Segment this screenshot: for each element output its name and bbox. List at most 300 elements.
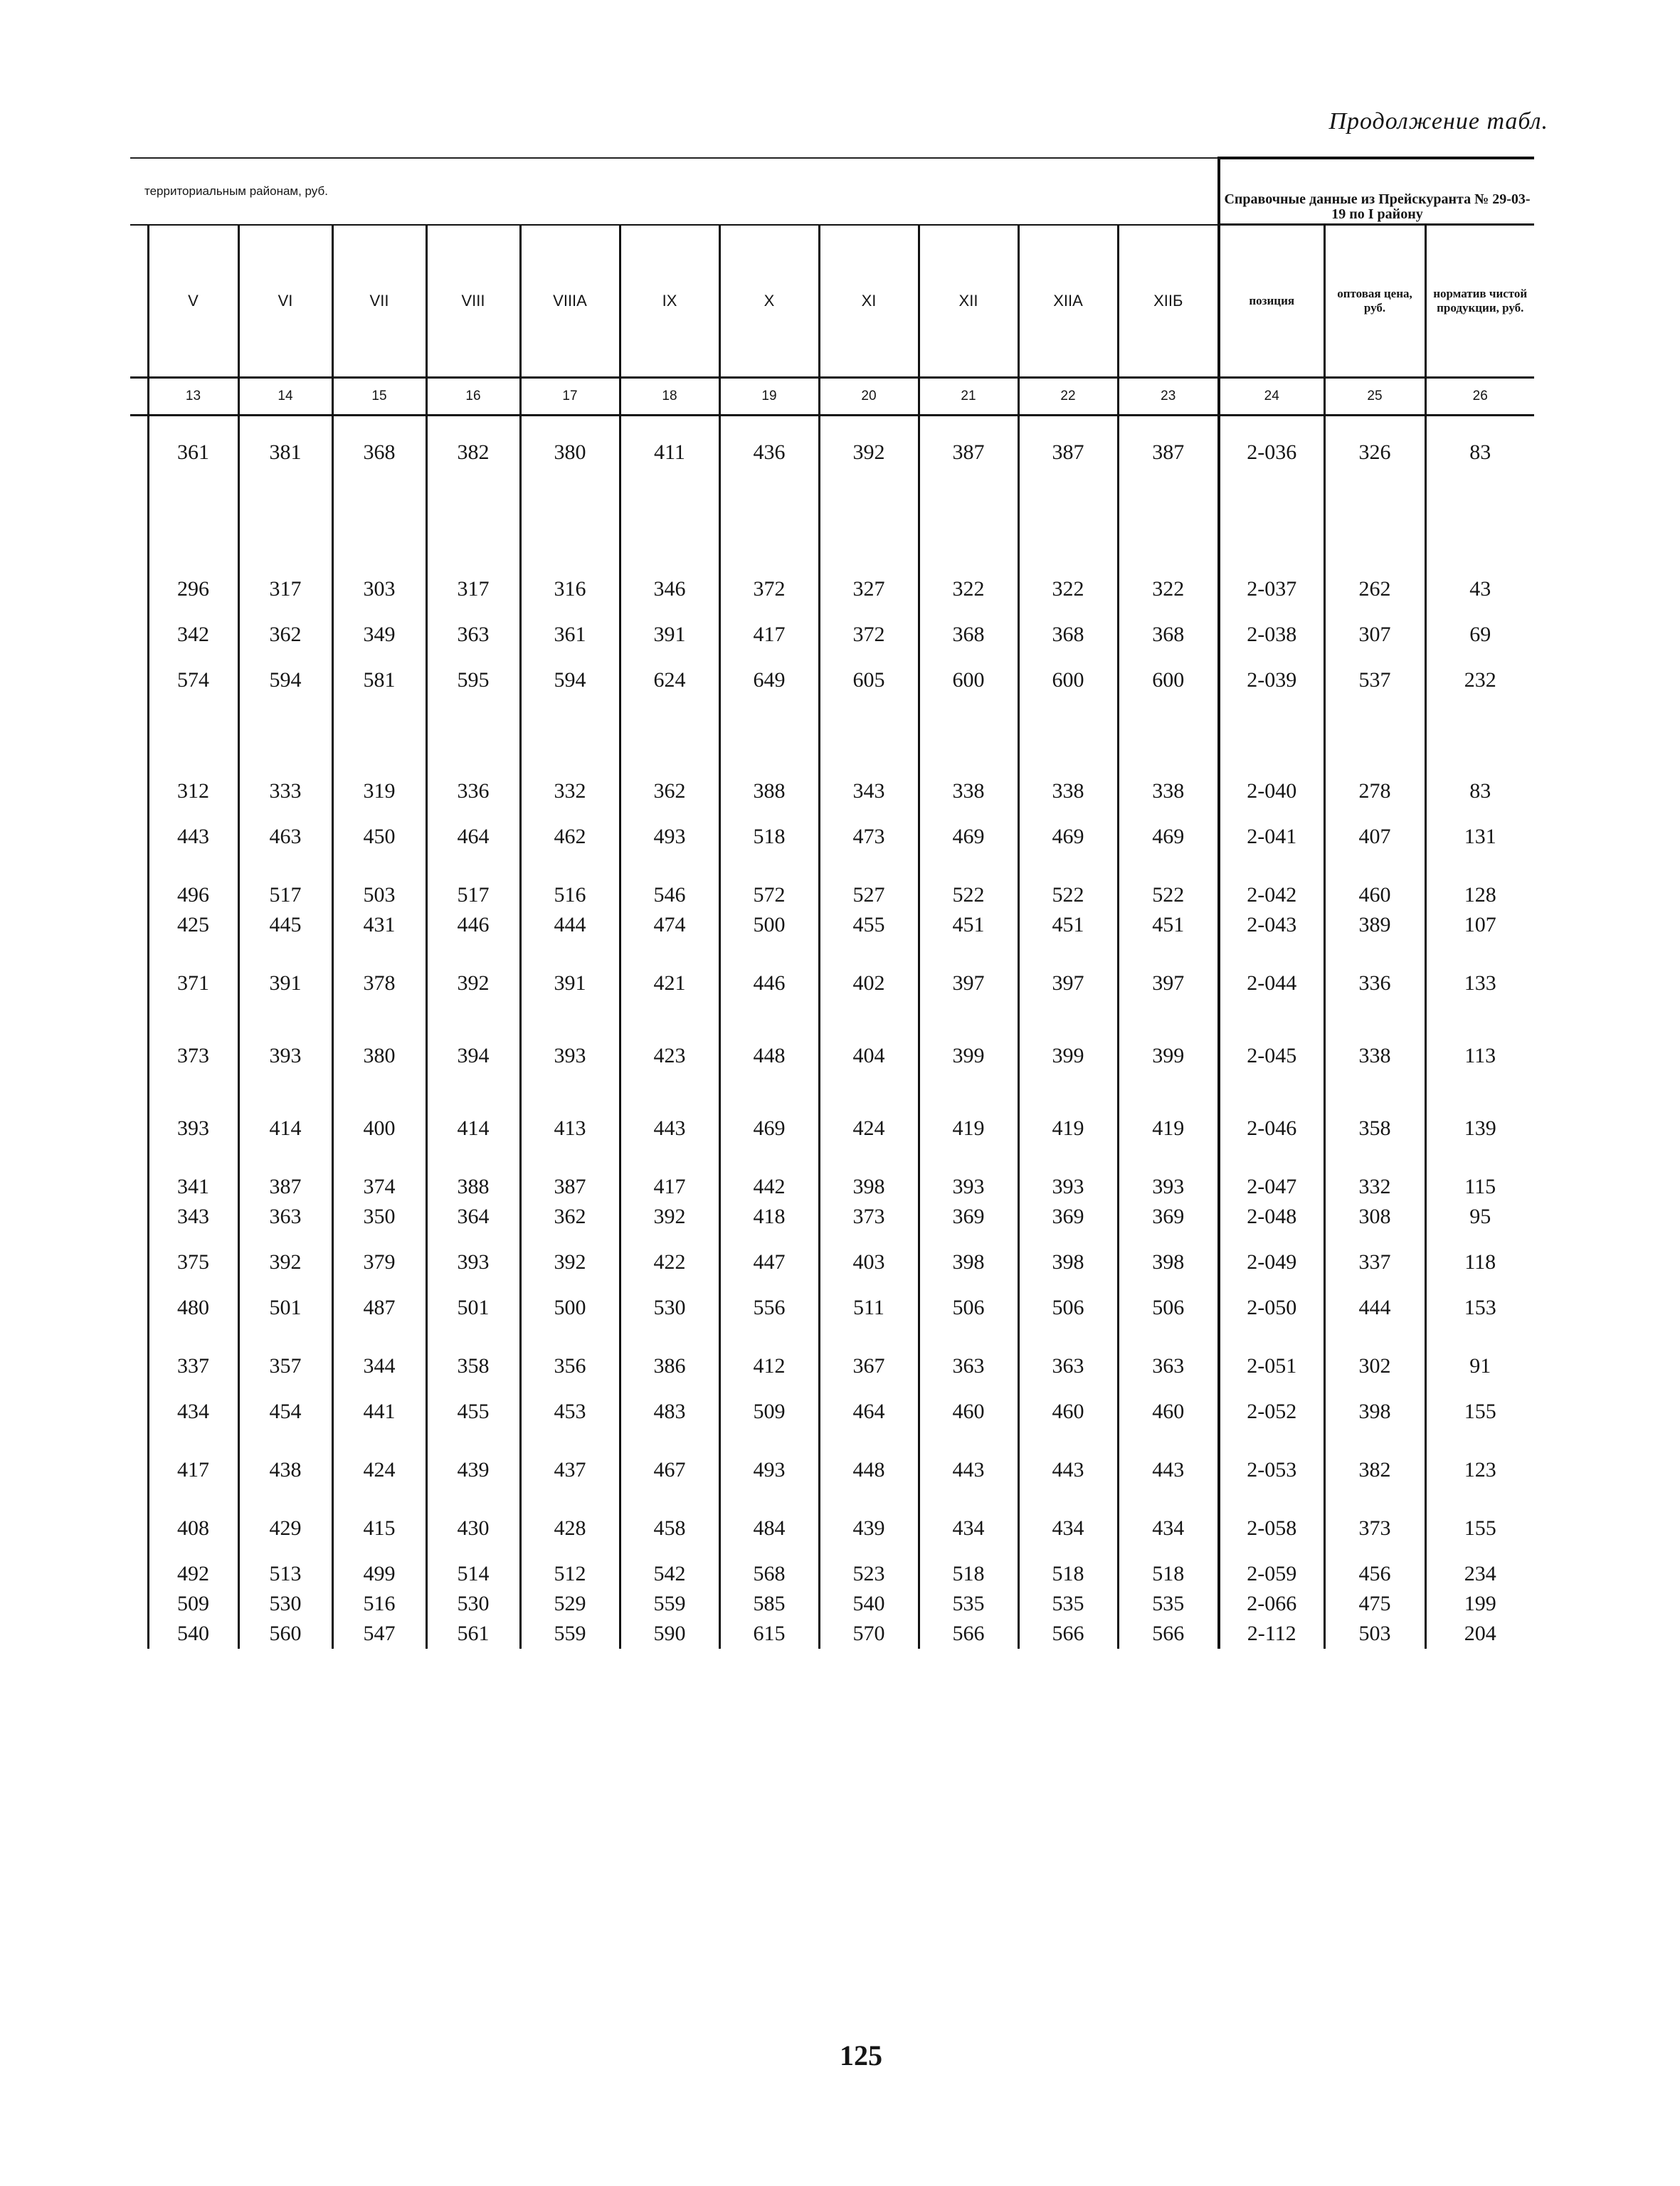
gap-cell <box>238 695 332 776</box>
gap-cell <box>620 604 719 620</box>
table-cell: 363 <box>1118 1351 1219 1381</box>
table-cell: 302 <box>1324 1351 1425 1381</box>
table-cell: 393 <box>148 1114 238 1144</box>
table-cell: 527 <box>819 880 919 910</box>
gap-cell <box>520 940 620 968</box>
reference-header-2: норматив чистой продукции, руб. <box>1425 225 1534 378</box>
gap-cell <box>148 650 238 665</box>
gap-cell <box>332 1543 426 1559</box>
table-cell: 337 <box>148 1351 238 1381</box>
row-gap <box>130 1277 1534 1293</box>
gap-cell <box>1425 806 1534 822</box>
gap-cell <box>1425 1427 1534 1455</box>
row-lead <box>130 574 148 604</box>
table-cell: 434 <box>1118 1514 1219 1543</box>
gap-cell <box>620 940 719 968</box>
column-number: 23 <box>1118 377 1219 415</box>
row-gap <box>130 650 1534 665</box>
gap-cell <box>919 1144 1018 1172</box>
table-cell: 615 <box>719 1619 819 1649</box>
table-cell: 417 <box>148 1455 238 1485</box>
table-cell: 356 <box>520 1351 620 1381</box>
table-cell: 341 <box>148 1172 238 1202</box>
gap-cell <box>520 1485 620 1514</box>
gap-lead <box>130 1427 148 1455</box>
table-cell: 362 <box>238 620 332 650</box>
gap-cell <box>332 852 426 880</box>
table-cell: 2-040 <box>1219 776 1324 806</box>
table-cell: 2-047 <box>1219 1172 1324 1202</box>
table-cell: 262 <box>1324 574 1425 604</box>
gap-cell <box>426 415 520 438</box>
table-cell: 417 <box>719 620 819 650</box>
district-header-1: VI <box>238 225 332 378</box>
table-cell: 393 <box>520 1041 620 1071</box>
gap-cell <box>620 806 719 822</box>
table-cell: 350 <box>332 1202 426 1232</box>
table-cell: 322 <box>1018 574 1118 604</box>
gap-cell <box>520 1427 620 1455</box>
table-cell: 131 <box>1425 822 1534 852</box>
table-cell: 419 <box>1118 1114 1219 1144</box>
table-cell: 2-052 <box>1219 1397 1324 1427</box>
table-cell: 503 <box>1324 1619 1425 1649</box>
gap-cell <box>148 1071 238 1114</box>
gap-cell <box>426 1323 520 1351</box>
gap-cell <box>1219 468 1324 574</box>
gap-cell <box>238 1427 332 1455</box>
gap-cell <box>1219 852 1324 880</box>
gap-cell <box>148 1144 238 1172</box>
table-cell: 451 <box>919 910 1018 940</box>
gap-cell <box>1425 604 1534 620</box>
gap-cell <box>1324 1071 1425 1114</box>
gap-cell <box>1425 650 1534 665</box>
table-cell: 568 <box>719 1559 819 1589</box>
gap-cell <box>520 695 620 776</box>
table-cell: 444 <box>520 910 620 940</box>
gap-cell <box>148 1543 238 1559</box>
table-cell: 443 <box>919 1455 1018 1485</box>
table-cell: 514 <box>426 1559 520 1589</box>
gap-cell <box>819 468 919 574</box>
table-cell: 363 <box>919 1351 1018 1381</box>
table-cell: 530 <box>620 1293 719 1323</box>
table-cell: 69 <box>1425 620 1534 650</box>
reference-header-1: оптовая цена, руб. <box>1324 225 1425 378</box>
column-number: 26 <box>1425 377 1534 415</box>
district-header-10: XIIБ <box>1118 225 1219 378</box>
gap-cell <box>1018 806 1118 822</box>
table-cell: 155 <box>1425 1397 1534 1427</box>
table-cell: 537 <box>1324 665 1425 695</box>
gap-cell <box>332 1427 426 1455</box>
column-number: 20 <box>819 377 919 415</box>
table-cell: 336 <box>1324 968 1425 998</box>
gap-cell <box>148 604 238 620</box>
table-cell: 369 <box>1018 1202 1118 1232</box>
table-cell: 439 <box>426 1455 520 1485</box>
table-cell: 338 <box>919 776 1018 806</box>
table-cell: 492 <box>148 1559 238 1589</box>
header-group-row <box>130 158 1534 225</box>
gap-cell <box>426 1144 520 1172</box>
gap-cell <box>1018 852 1118 880</box>
gap-cell <box>426 1277 520 1293</box>
table-cell: 518 <box>919 1559 1018 1589</box>
table-cell: 2-044 <box>1219 968 1324 998</box>
table-cell: 463 <box>238 822 332 852</box>
table-cell: 595 <box>426 665 520 695</box>
row-gap <box>130 998 1534 1041</box>
table-cell: 464 <box>819 1397 919 1427</box>
table-cell: 506 <box>1018 1293 1118 1323</box>
table-cell: 387 <box>919 438 1018 468</box>
gap-cell <box>1118 1144 1219 1172</box>
table-row <box>130 1514 1534 1543</box>
gap-lead <box>130 1232 148 1247</box>
table-cell: 574 <box>148 665 238 695</box>
table-cell: 2-046 <box>1219 1114 1324 1144</box>
gap-cell <box>719 940 819 968</box>
gap-cell <box>332 1323 426 1351</box>
gap-lead <box>130 415 148 438</box>
table-cell: 483 <box>620 1397 719 1427</box>
gap-lead <box>130 468 148 574</box>
table-cell: 399 <box>1018 1041 1118 1071</box>
gap-cell <box>1219 1543 1324 1559</box>
table-cell: 445 <box>238 910 332 940</box>
column-number-lead <box>130 377 148 415</box>
table-cell: 2-041 <box>1219 822 1324 852</box>
gap-cell <box>719 1543 819 1559</box>
row-gap <box>130 852 1534 880</box>
table-cell: 464 <box>426 822 520 852</box>
gap-cell <box>520 1071 620 1114</box>
table-cell: 358 <box>426 1351 520 1381</box>
gap-cell <box>919 1232 1018 1247</box>
gap-cell <box>819 415 919 438</box>
gap-cell <box>520 1144 620 1172</box>
gap-cell <box>1425 940 1534 968</box>
table-row <box>130 438 1534 468</box>
table-cell: 398 <box>919 1247 1018 1277</box>
gap-cell <box>238 1277 332 1293</box>
table-row <box>130 1172 1534 1202</box>
table-cell: 2-048 <box>1219 1202 1324 1232</box>
gap-cell <box>1118 1232 1219 1247</box>
gap-cell <box>1118 1323 1219 1351</box>
table-cell: 322 <box>919 574 1018 604</box>
table-cell: 346 <box>620 574 719 604</box>
row-gap <box>130 1485 1534 1514</box>
gap-cell <box>520 650 620 665</box>
gap-cell <box>1324 1144 1425 1172</box>
price-table <box>130 157 1534 1649</box>
table-cell: 133 <box>1425 968 1534 998</box>
table-cell: 530 <box>426 1589 520 1619</box>
gap-cell <box>426 806 520 822</box>
table-cell: 518 <box>1018 1559 1118 1589</box>
gap-cell <box>1425 1144 1534 1172</box>
table-cell: 600 <box>919 665 1018 695</box>
gap-cell <box>1219 1232 1324 1247</box>
table-cell: 414 <box>238 1114 332 1144</box>
gap-cell <box>332 1277 426 1293</box>
table-cell: 357 <box>238 1351 332 1381</box>
table-cell: 382 <box>1324 1455 1425 1485</box>
table-row <box>130 910 1534 940</box>
table-cell: 542 <box>620 1559 719 1589</box>
gap-cell <box>1118 940 1219 968</box>
table-cell: 387 <box>520 1172 620 1202</box>
gap-cell <box>520 1323 620 1351</box>
table-cell: 434 <box>919 1514 1018 1543</box>
table-cell: 368 <box>332 438 426 468</box>
table-cell: 369 <box>1118 1202 1219 1232</box>
table-row <box>130 776 1534 806</box>
row-lead <box>130 1293 148 1323</box>
gap-cell <box>819 1485 919 1514</box>
gap-cell <box>1118 1427 1219 1455</box>
row-gap <box>130 468 1534 574</box>
table-cell: 83 <box>1425 438 1534 468</box>
gap-cell <box>1324 415 1425 438</box>
table-cell: 600 <box>1118 665 1219 695</box>
table-cell: 535 <box>1118 1589 1219 1619</box>
table-cell: 566 <box>919 1619 1018 1649</box>
gap-cell <box>919 806 1018 822</box>
table-cell: 204 <box>1425 1619 1534 1649</box>
gap-cell <box>238 415 332 438</box>
district-header-9: XIIA <box>1018 225 1118 378</box>
gap-cell <box>520 415 620 438</box>
table-cell: 469 <box>719 1114 819 1144</box>
gap-cell <box>819 1381 919 1397</box>
gap-cell <box>426 1485 520 1514</box>
table-row <box>130 1397 1534 1427</box>
table-cell: 361 <box>520 620 620 650</box>
district-header-4: VIIIA <box>520 225 620 378</box>
table-cell: 380 <box>332 1041 426 1071</box>
gap-cell <box>819 1427 919 1455</box>
table-cell: 349 <box>332 620 426 650</box>
column-number: 14 <box>238 377 332 415</box>
gap-cell <box>1425 415 1534 438</box>
gap-cell <box>1118 604 1219 620</box>
gap-cell <box>1118 1485 1219 1514</box>
gap-cell <box>1118 1277 1219 1293</box>
table-cell: 417 <box>620 1172 719 1202</box>
table-row <box>130 1202 1534 1232</box>
reference-header-0: позиция <box>1219 225 1324 378</box>
row-gap <box>130 1381 1534 1397</box>
table-cell: 454 <box>238 1397 332 1427</box>
table-cell: 123 <box>1425 1455 1534 1485</box>
gap-cell <box>148 1427 238 1455</box>
table-cell: 594 <box>238 665 332 695</box>
gap-lead <box>130 1144 148 1172</box>
gap-cell <box>1425 1277 1534 1293</box>
gap-cell <box>919 998 1018 1041</box>
row-gap <box>130 1323 1534 1351</box>
header-territorial-districts: территориальным районам, руб. <box>130 158 1219 225</box>
gap-cell <box>620 415 719 438</box>
gap-cell <box>819 1232 919 1247</box>
gap-cell <box>620 1144 719 1172</box>
gap-cell <box>238 1323 332 1351</box>
gap-cell <box>819 650 919 665</box>
table-cell: 439 <box>819 1514 919 1543</box>
district-header-0: V <box>148 225 238 378</box>
gap-cell <box>148 1485 238 1514</box>
table-cell: 368 <box>1018 620 1118 650</box>
table-cell: 556 <box>719 1293 819 1323</box>
gap-cell <box>426 852 520 880</box>
table-cell: 487 <box>332 1293 426 1323</box>
gap-cell <box>1219 940 1324 968</box>
table-cell: 540 <box>819 1589 919 1619</box>
table-cell: 2-043 <box>1219 910 1324 940</box>
gap-cell <box>426 1381 520 1397</box>
table-cell: 308 <box>1324 1202 1425 1232</box>
table-cell: 511 <box>819 1293 919 1323</box>
table-cell: 391 <box>520 968 620 998</box>
gap-cell <box>620 852 719 880</box>
gap-cell <box>1425 1232 1534 1247</box>
gap-cell <box>148 695 238 776</box>
gap-cell <box>919 695 1018 776</box>
row-lead <box>130 438 148 468</box>
gap-cell <box>1425 1071 1534 1114</box>
table-row <box>130 1293 1534 1323</box>
gap-cell <box>426 604 520 620</box>
table-cell: 424 <box>819 1114 919 1144</box>
gap-cell <box>332 940 426 968</box>
gap-cell <box>1219 695 1324 776</box>
gap-cell <box>1018 998 1118 1041</box>
row-lead <box>130 1247 148 1277</box>
table-cell: 382 <box>426 438 520 468</box>
column-number: 16 <box>426 377 520 415</box>
table-cell: 380 <box>520 438 620 468</box>
row-lead <box>130 1041 148 1071</box>
gap-cell <box>1219 604 1324 620</box>
header-lead-blank <box>130 225 148 378</box>
table-cell: 388 <box>426 1172 520 1202</box>
table-cell: 344 <box>332 1351 426 1381</box>
gap-cell <box>620 468 719 574</box>
table-cell: 402 <box>819 968 919 998</box>
table-cell: 343 <box>819 776 919 806</box>
table-cell: 535 <box>1018 1589 1118 1619</box>
gap-cell <box>819 806 919 822</box>
table-cell: 43 <box>1425 574 1534 604</box>
table-cell: 389 <box>1324 910 1425 940</box>
table-cell: 391 <box>620 620 719 650</box>
column-number: 24 <box>1219 377 1324 415</box>
table-cell: 393 <box>1118 1172 1219 1202</box>
table-cell: 337 <box>1324 1247 1425 1277</box>
table-cell: 2-112 <box>1219 1619 1324 1649</box>
table-cell: 530 <box>238 1589 332 1619</box>
row-lead <box>130 1202 148 1232</box>
gap-cell <box>719 695 819 776</box>
table-cell: 387 <box>238 1172 332 1202</box>
gap-cell <box>1324 940 1425 968</box>
gap-cell <box>332 650 426 665</box>
table-cell: 399 <box>919 1041 1018 1071</box>
gap-cell <box>1324 998 1425 1041</box>
table-cell: 447 <box>719 1247 819 1277</box>
table-row <box>130 880 1534 910</box>
gap-cell <box>1118 468 1219 574</box>
row-lead <box>130 822 148 852</box>
table-cell: 480 <box>148 1293 238 1323</box>
table-cell: 436 <box>719 438 819 468</box>
gap-cell <box>719 1071 819 1114</box>
gap-lead <box>130 1485 148 1514</box>
gap-cell <box>719 852 819 880</box>
table-cell: 343 <box>148 1202 238 1232</box>
gap-cell <box>426 650 520 665</box>
table-cell: 441 <box>332 1397 426 1427</box>
table-cell: 232 <box>1425 665 1534 695</box>
table-row <box>130 822 1534 852</box>
gap-cell <box>520 852 620 880</box>
gap-cell <box>919 940 1018 968</box>
table-cell: 392 <box>238 1247 332 1277</box>
table-cell: 2-049 <box>1219 1247 1324 1277</box>
gap-cell <box>332 1485 426 1514</box>
gap-cell <box>1324 1485 1425 1514</box>
table-cell: 373 <box>819 1202 919 1232</box>
gap-cell <box>620 695 719 776</box>
table-cell: 393 <box>238 1041 332 1071</box>
table-row <box>130 968 1534 998</box>
gap-cell <box>332 468 426 574</box>
table-cell: 392 <box>520 1247 620 1277</box>
gap-cell <box>919 604 1018 620</box>
gap-cell <box>1018 1277 1118 1293</box>
district-header-8: XII <box>919 225 1018 378</box>
row-gap <box>130 1144 1534 1172</box>
gap-cell <box>620 1277 719 1293</box>
table-cell: 501 <box>238 1293 332 1323</box>
gap-cell <box>1324 604 1425 620</box>
district-header-7: XI <box>819 225 919 378</box>
gap-cell <box>1425 1543 1534 1559</box>
gap-cell <box>1118 806 1219 822</box>
gap-cell <box>332 1071 426 1114</box>
table-cell: 484 <box>719 1514 819 1543</box>
gap-cell <box>1018 695 1118 776</box>
gap-lead <box>130 650 148 665</box>
table-cell: 379 <box>332 1247 426 1277</box>
table-cell: 450 <box>332 822 426 852</box>
gap-cell <box>1118 695 1219 776</box>
table-cell: 317 <box>426 574 520 604</box>
table-cell: 155 <box>1425 1514 1534 1543</box>
table-cell: 500 <box>719 910 819 940</box>
table-cell: 444 <box>1324 1293 1425 1323</box>
gap-cell <box>148 852 238 880</box>
table-cell: 414 <box>426 1114 520 1144</box>
table-cell: 392 <box>426 968 520 998</box>
gap-cell <box>238 806 332 822</box>
gap-cell <box>819 1543 919 1559</box>
row-lead <box>130 968 148 998</box>
